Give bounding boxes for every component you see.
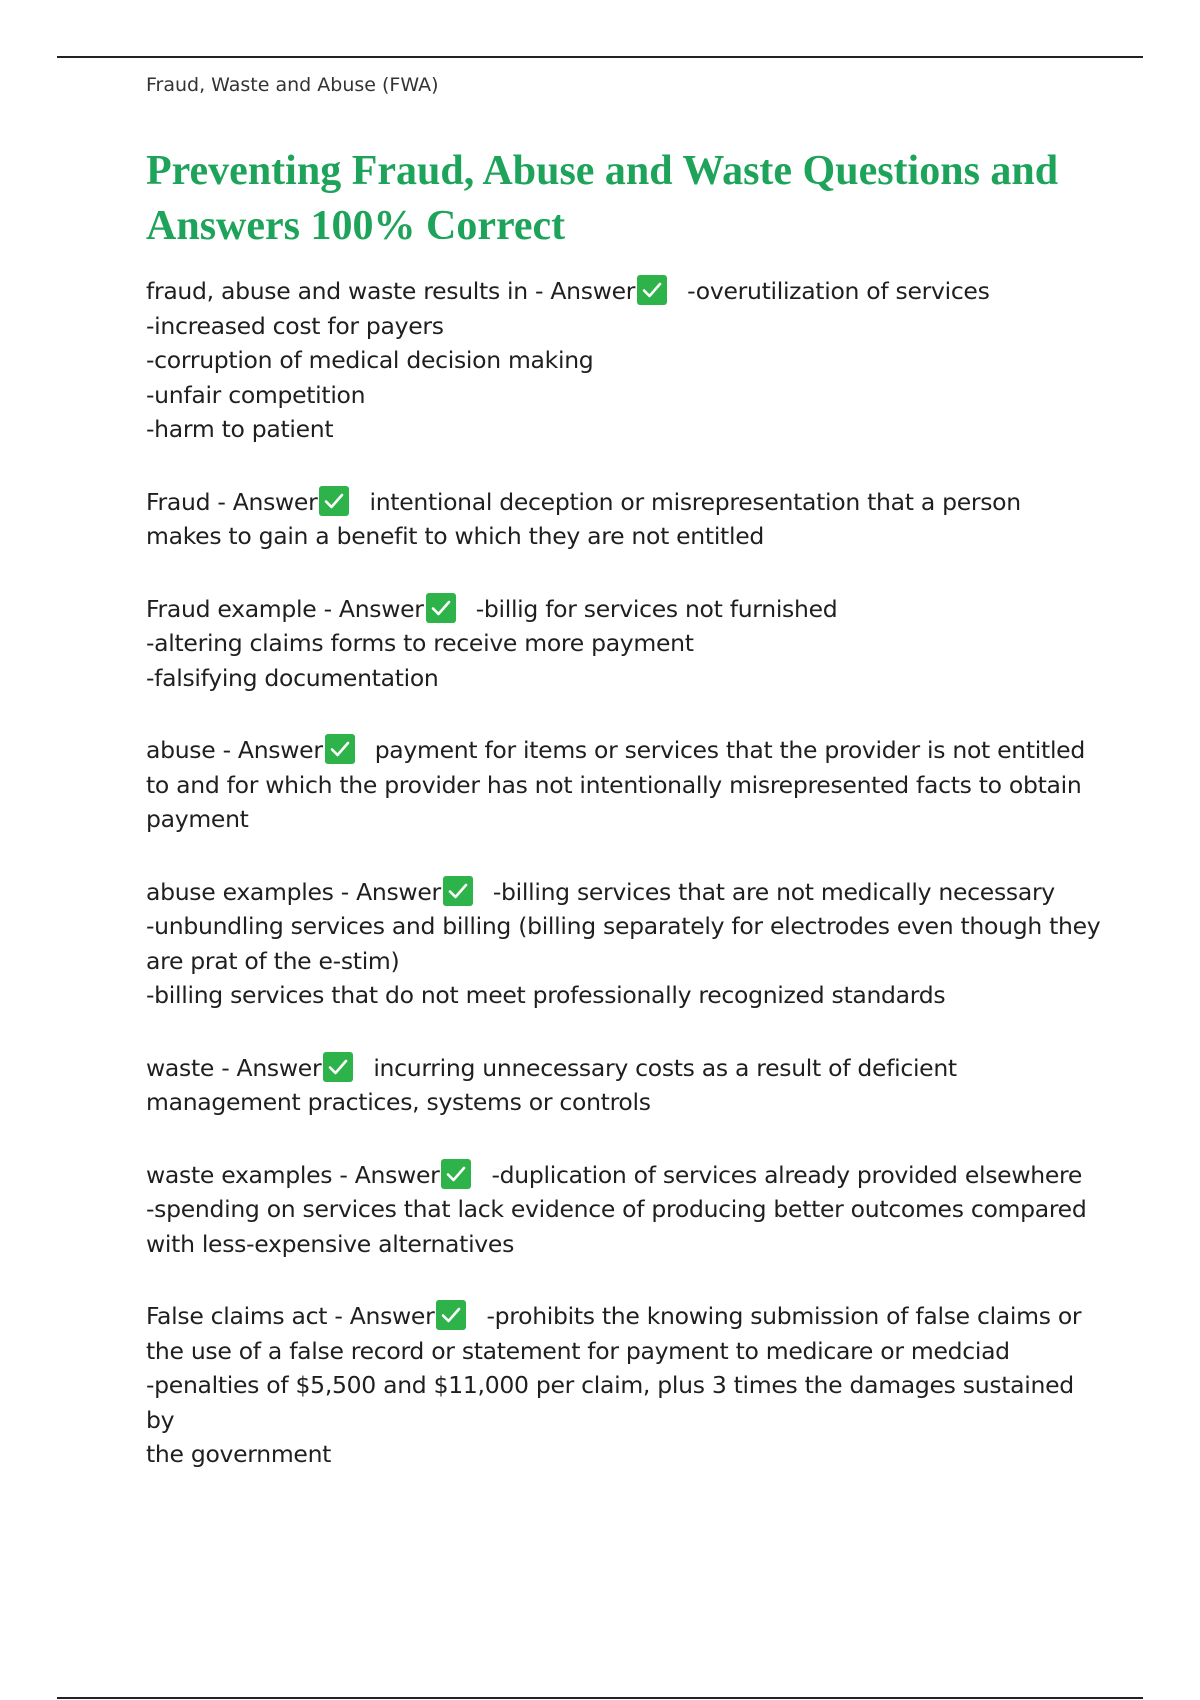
qa-list bbox=[146, 274, 1106, 1510]
qa-question: abuse examples - Answer bbox=[146, 877, 441, 906]
qa-item bbox=[146, 592, 1106, 696]
qa-first-line bbox=[146, 1051, 1106, 1086]
qa-question: fraud, abuse and waste results in - Answer bbox=[146, 277, 636, 305]
qa-question: Fraud - Answer bbox=[146, 487, 318, 516]
qa-answer-line: -falsifying documentation bbox=[146, 663, 439, 692]
qa-question: waste examples - Answer bbox=[146, 1160, 440, 1189]
qa-answer-line: are prat of the e-stim) bbox=[146, 946, 400, 975]
qa-answer-line: -corruption of medical decision making bbox=[146, 346, 594, 374]
qa-answer-line: payment bbox=[146, 805, 249, 833]
qa-answer-line: -overutilization of services bbox=[687, 277, 990, 305]
qa-answer-line: -spending on services that lack evidence of producing better outcomes compared bbox=[146, 1195, 1087, 1223]
qa-answer-line: payment for items or services that the provider is not entitled bbox=[374, 736, 1085, 764]
qa-answer-line: -unfair competition bbox=[146, 380, 366, 409]
qa-answer-line: -altering claims forms to receive more payment bbox=[146, 629, 694, 657]
checkmark-icon bbox=[325, 734, 355, 764]
qa-answer-line: management practices, systems or controls bbox=[146, 1088, 651, 1116]
qa-answer-line: makes to gain a benefit to which they are not entitled bbox=[146, 522, 764, 550]
checkmark-icon bbox=[637, 275, 667, 305]
qa-question: abuse - Answer bbox=[146, 736, 323, 764]
qa-answer-line: -penalties of $5,500 and $11,000 per claim, plus 3 times the damages sustained by bbox=[146, 1371, 1082, 1434]
checkmark-icon bbox=[426, 593, 456, 623]
qa-item bbox=[146, 875, 1106, 1013]
qa-first-line bbox=[146, 592, 1106, 627]
qa-answer-line: the government bbox=[146, 1440, 332, 1468]
qa-answer-line: the use of a false record or statement for payment to medicare or medciad bbox=[146, 1336, 1010, 1365]
checkmark-icon bbox=[436, 1300, 466, 1330]
checkmark-icon bbox=[319, 486, 349, 516]
qa-answer-line: -harm to patient bbox=[146, 415, 334, 443]
document-title: Preventing Fraud, Abuse and Waste Questions and Answers 100% Correct bbox=[146, 148, 1059, 249]
qa-question: waste - Answer bbox=[146, 1053, 322, 1082]
qa-answer-line: intentional deception or misrepresentation that a person bbox=[369, 487, 1021, 516]
qa-item bbox=[146, 274, 1106, 447]
checkmark-icon bbox=[323, 1052, 353, 1082]
qa-first-line bbox=[146, 1299, 1106, 1334]
qa-question: False claims act - Answer bbox=[146, 1302, 435, 1330]
qa-answer-line: -increased cost for payers bbox=[146, 311, 444, 340]
qa-item bbox=[146, 733, 1106, 837]
bottom-rule bbox=[57, 1697, 1143, 1699]
qa-answer-line: -billing services that do not meet professionally recognized standards bbox=[146, 981, 946, 1009]
qa-first-line bbox=[146, 274, 1106, 309]
qa-answer-line: incurring unnecessary costs as a result of deficient bbox=[373, 1053, 957, 1082]
qa-question: Fraud example - Answer bbox=[146, 594, 424, 623]
qa-answer-line: to and for which the provider has not intentionally misrepresented facts to obtain bbox=[146, 770, 1082, 799]
qa-answer-line: -prohibits the knowing submission of false claims or bbox=[486, 1302, 1082, 1330]
qa-first-line bbox=[146, 1158, 1106, 1193]
qa-first-line bbox=[146, 485, 1106, 520]
qa-answer-line: -billig for services not furnished bbox=[475, 594, 838, 623]
qa-item bbox=[146, 1051, 1106, 1120]
qa-item bbox=[146, 1299, 1106, 1472]
qa-item bbox=[146, 1158, 1106, 1262]
qa-answer-line: -unbundling services and billing (billing separately for electrodes even though they bbox=[146, 912, 1101, 940]
qa-answer-line: -billing services that are not medically necessary bbox=[492, 877, 1055, 906]
running-header: Fraud, Waste and Abuse (FWA) bbox=[146, 74, 439, 96]
qa-first-line bbox=[146, 733, 1106, 768]
qa-first-line bbox=[146, 875, 1106, 910]
top-rule bbox=[57, 56, 1143, 58]
qa-answer-line: with less-expensive alternatives bbox=[146, 1229, 515, 1258]
qa-answer-line: -duplication of services already provided elsewhere bbox=[491, 1160, 1082, 1189]
checkmark-icon bbox=[441, 1159, 471, 1189]
checkmark-icon bbox=[443, 876, 473, 906]
qa-item bbox=[146, 485, 1106, 554]
